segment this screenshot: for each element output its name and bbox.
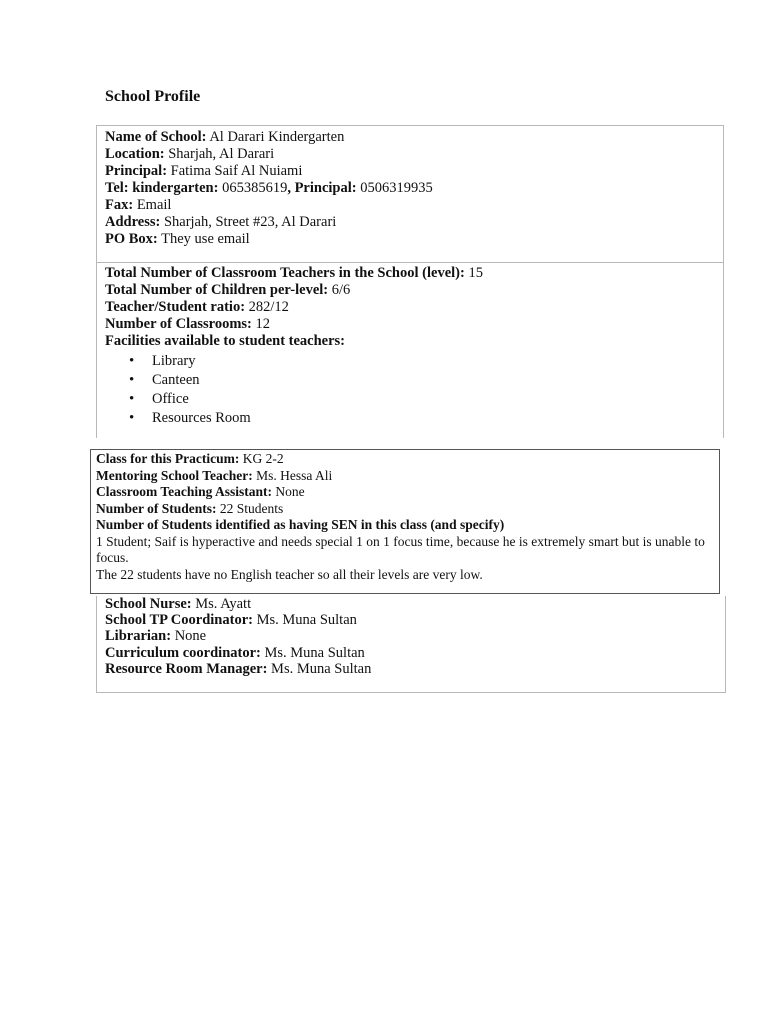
bullet-icon: • — [129, 372, 135, 388]
teachers-row — [105, 265, 723, 282]
address-label: Address: — [105, 214, 161, 230]
practicum-class-row — [96, 451, 719, 468]
tel-row — [105, 180, 723, 197]
school-name-label: Name of School: — [105, 129, 207, 145]
principal-row — [105, 163, 723, 180]
curriculum-value: Ms. Muna Sultan — [260, 644, 365, 661]
ratio-row — [105, 299, 723, 316]
facility-label: Library — [152, 353, 196, 369]
school-stats-box — [96, 262, 724, 438]
mentor-row — [96, 468, 719, 485]
ratio-value: 282/12 — [245, 299, 289, 315]
sen-row — [96, 517, 719, 534]
facilities-list — [105, 352, 723, 428]
teachers-label: Total Number of Classroom Teachers in the School (level): — [105, 265, 465, 281]
librarian-row — [105, 628, 725, 644]
tel-label: Tel: kindergarten: — [105, 180, 219, 196]
fax-value: Email — [133, 197, 172, 213]
tp-coordinator-value: Ms. Muna Sultan — [252, 612, 357, 629]
classrooms-row — [105, 316, 723, 333]
resource-manager-value: Ms. Muna Sultan — [267, 660, 372, 677]
librarian-label: Librarian: — [105, 628, 172, 645]
students-value: 22 Students — [216, 500, 284, 516]
school-info-box — [96, 125, 724, 263]
principal-label: Principal: — [105, 163, 168, 179]
facilities-label: Facilities available to student teachers: — [105, 333, 346, 349]
classrooms-label: Number of Classrooms: — [105, 316, 252, 332]
children-label: Total Number of Children per-level: — [105, 282, 329, 298]
children-value: 6/6 — [328, 282, 351, 298]
practicum-class-label: Class for this Practicum: — [96, 451, 240, 466]
list-item — [105, 409, 723, 428]
mentor-value: Ms. Hessa Ali — [252, 467, 333, 483]
sen-description: 1 Student; Saif is hyperactive and needs special 1 on 1 focus time, because he is extremely smart but is unable to focus. — [96, 533, 705, 565]
students-row — [96, 501, 719, 518]
tel-value: 065385619 — [218, 180, 288, 196]
nurse-label: School Nurse: — [105, 596, 192, 612]
bullet-icon: • — [129, 410, 135, 426]
resource-manager-label: Resource Room Manager: — [105, 660, 268, 677]
teachers-value: 15 — [464, 265, 483, 281]
fax-label: Fax: — [105, 197, 134, 213]
children-row — [105, 282, 723, 299]
facility-label: Resources Room — [152, 410, 251, 426]
location-label: Location: — [105, 146, 165, 162]
pobox-value: They use email — [157, 231, 250, 247]
list-item — [105, 390, 723, 409]
librarian-value: None — [171, 628, 207, 645]
fax-row — [105, 197, 723, 214]
resource-manager-row — [105, 661, 725, 677]
school-name-row — [105, 129, 723, 146]
pobox-row — [105, 231, 723, 248]
nurse-row — [105, 596, 725, 612]
tel-principal-label: , Principal: — [287, 180, 357, 196]
page-title: School Profile — [105, 88, 201, 105]
address-row — [105, 214, 723, 231]
staff-box — [96, 596, 726, 693]
list-item — [105, 352, 723, 371]
ratio-label: Teacher/Student ratio: — [105, 299, 246, 315]
list-item — [105, 371, 723, 390]
facility-label: Canteen — [152, 372, 200, 388]
students-label: Number of Students: — [96, 500, 217, 516]
facility-label: Office — [152, 391, 189, 407]
curriculum-row — [105, 645, 725, 661]
sen-label: Number of Students identified as having SEN in this class (and specify) — [96, 517, 505, 532]
mentor-label: Mentoring School Teacher: — [96, 467, 253, 483]
school-name-value: Al Darari Kindergarten — [206, 129, 345, 145]
facilities-row — [105, 333, 723, 350]
bullet-icon: • — [129, 353, 135, 369]
location-value: Sharjah, Al Darari — [164, 146, 275, 162]
curriculum-label: Curriculum coordinator: — [105, 644, 261, 661]
principal-value: Fatima Saif Al Nuiami — [167, 163, 303, 179]
assistant-value: None — [272, 484, 305, 499]
pobox-label: PO Box: — [105, 231, 158, 247]
tel-principal-value: 0506319935 — [356, 180, 433, 196]
english-note: The 22 students have no English teacher so all their levels are very low. — [96, 566, 483, 582]
nurse-value: Ms. Ayatt — [191, 596, 252, 612]
assistant-row — [96, 484, 719, 501]
address-value: Sharjah, Street #23, Al Darari — [160, 214, 337, 230]
location-row — [105, 146, 723, 163]
tp-coordinator-label: School TP Coordinator: — [105, 612, 253, 629]
bullet-icon: • — [129, 391, 135, 407]
assistant-label: Classroom Teaching Assistant: — [96, 484, 273, 499]
practicum-box — [90, 449, 720, 594]
practicum-class-value: KG 2-2 — [239, 451, 284, 466]
tp-coordinator-row — [105, 612, 725, 628]
classrooms-value: 12 — [251, 316, 271, 332]
